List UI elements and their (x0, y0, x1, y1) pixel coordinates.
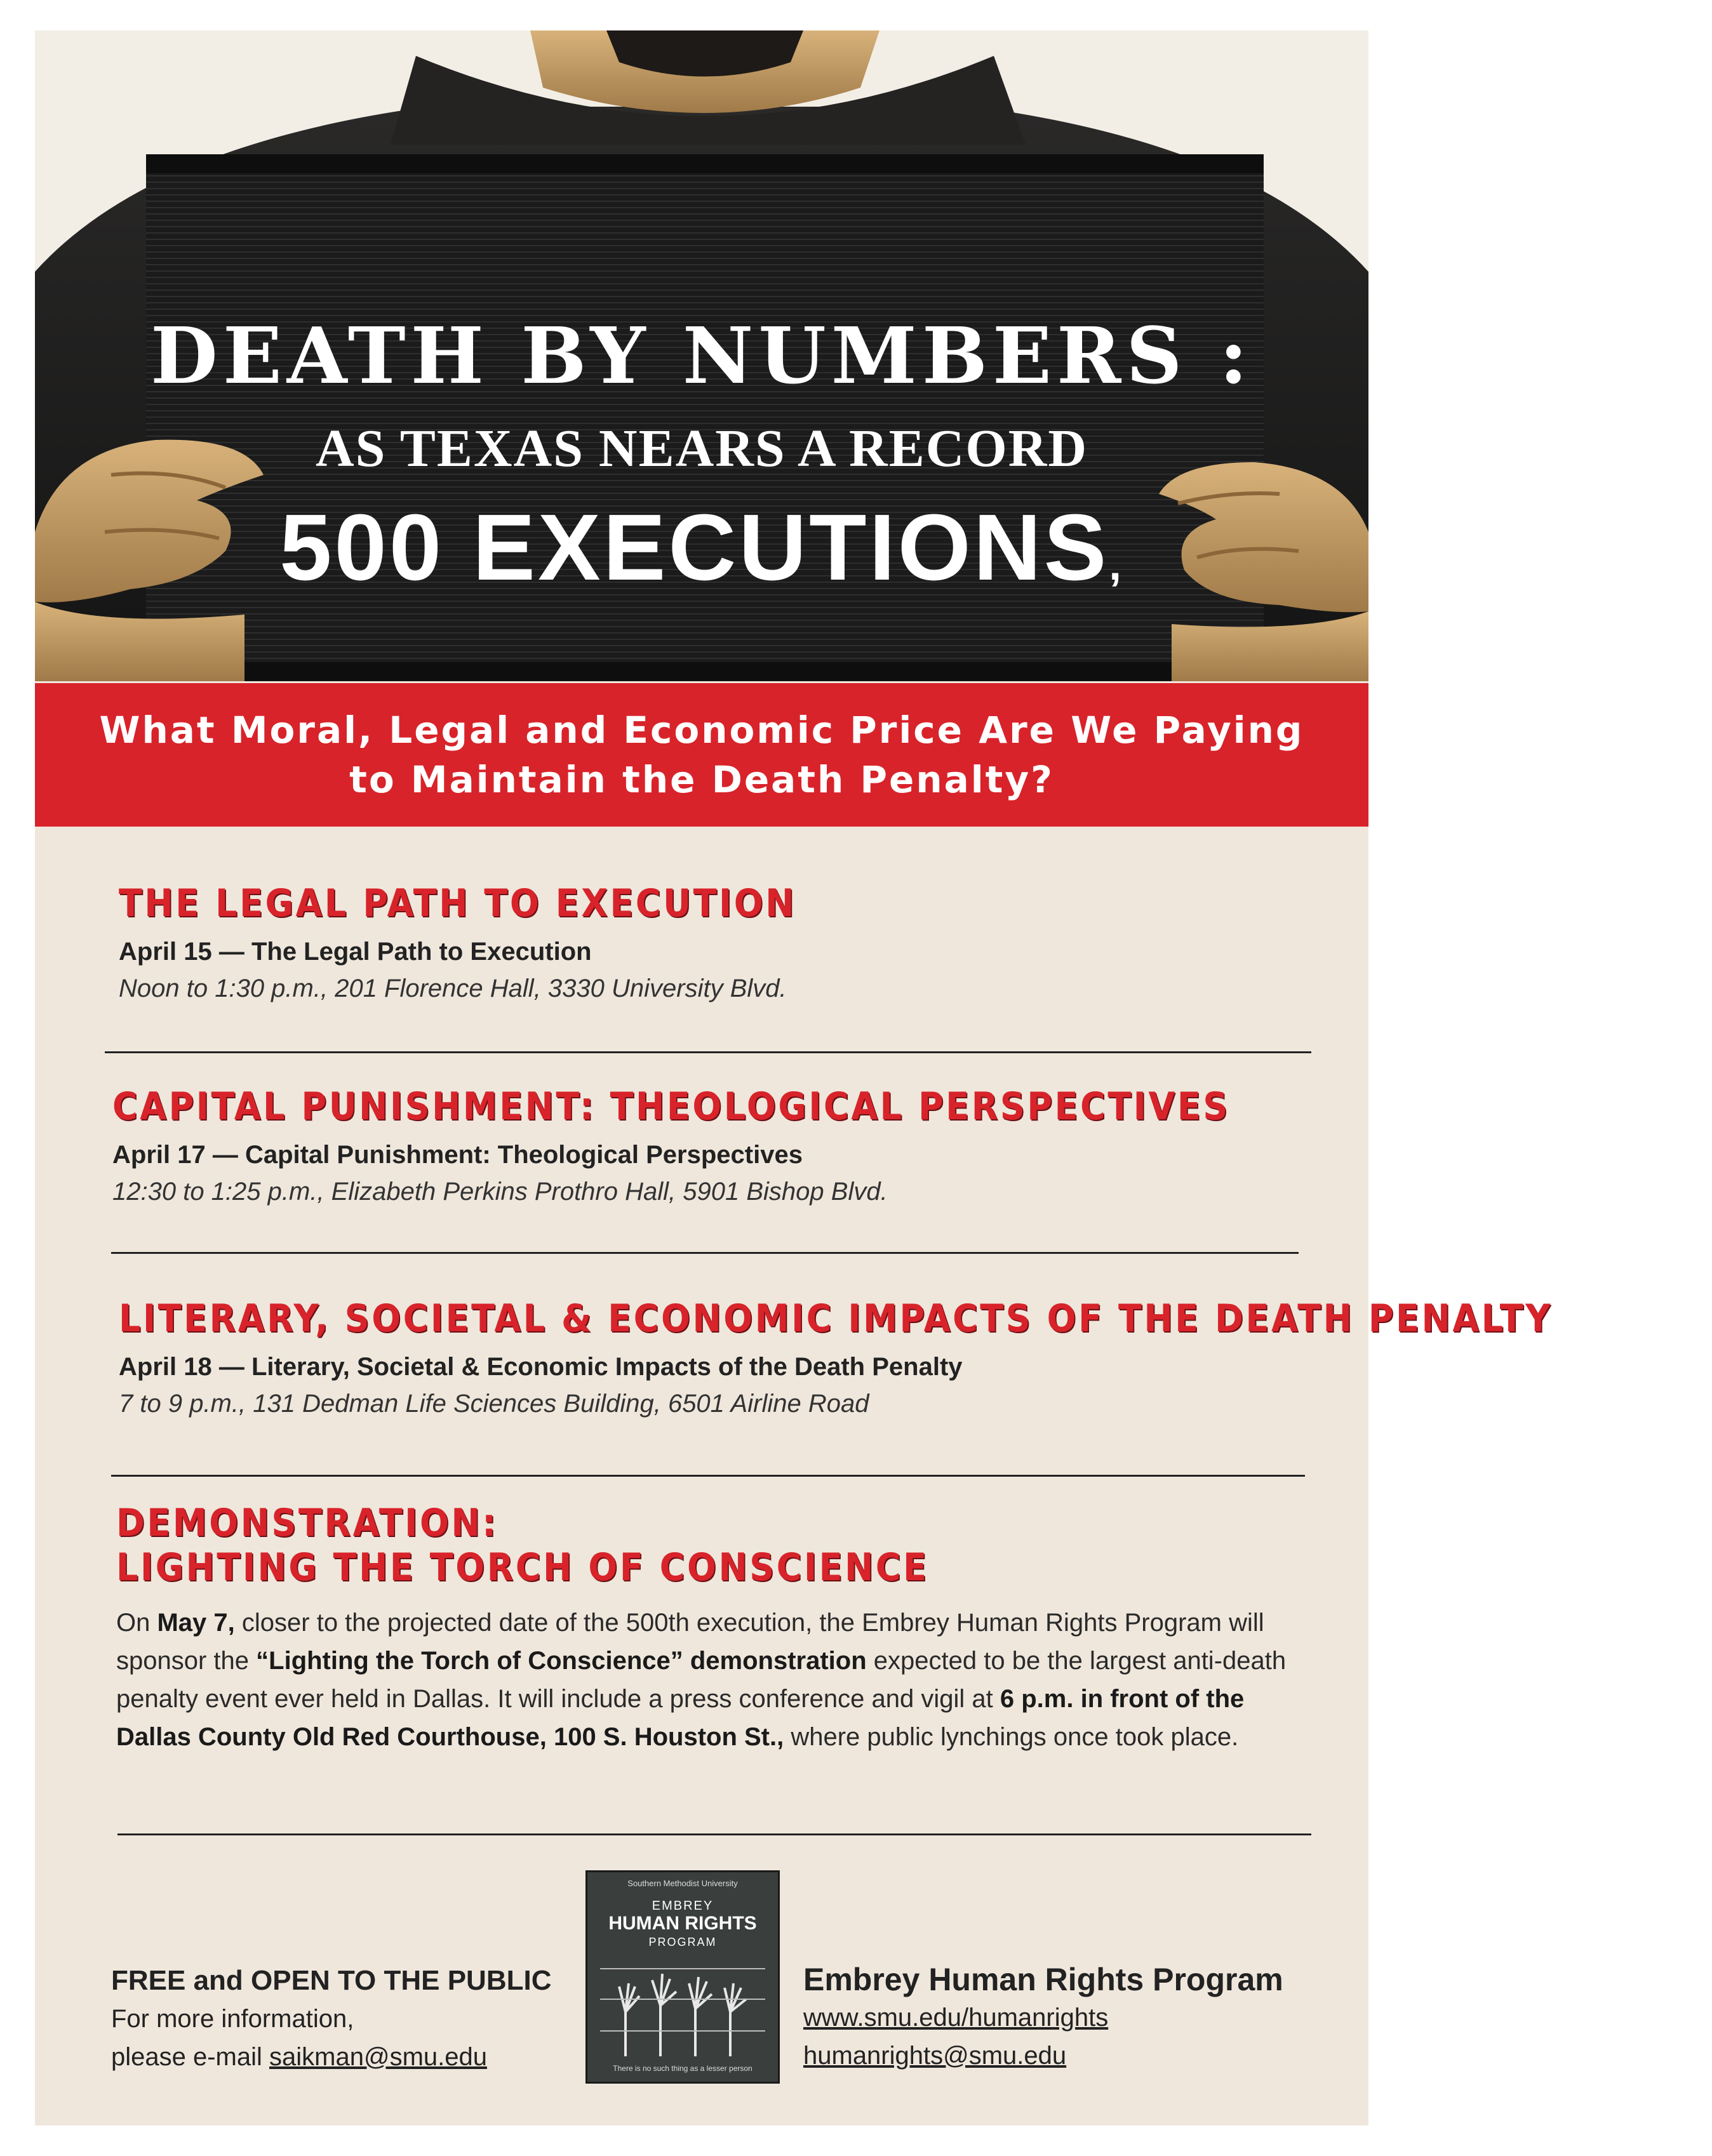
event-theological (112, 1084, 1354, 1210)
website-link[interactable]: www.smu.edu/humanrights (803, 2004, 1109, 2032)
email-prefix: please e-mail (111, 2043, 270, 2071)
divider (111, 1252, 1299, 1254)
hero-title-line2: AS TEXAS NEARS A RECORD (315, 419, 1088, 478)
question-banner (35, 683, 1368, 827)
body-text: closer to the projected date of the 500th execution, the Embrey Human Rights Program will sponsor the (116, 1609, 1264, 1675)
hero-title-line3 (35, 494, 1368, 602)
footer-contact (111, 1962, 551, 2076)
hero-title-line1: DEATH BY NUMBERS : (150, 310, 1253, 401)
divider (111, 1475, 1305, 1477)
contact-email-link[interactable]: saikman@smu.edu (269, 2043, 487, 2071)
logo-program: PROGRAM (648, 1936, 717, 1948)
program-title: Embrey Human Rights Program (803, 1962, 1283, 1997)
body-text: where public lynchings once took place. (784, 1723, 1239, 1751)
hero-title-executions: 500 EXECUTIONS (279, 495, 1109, 600)
embrey-logo (585, 1870, 780, 2084)
footer-program (803, 1960, 1283, 2075)
event-impacts (119, 1296, 1712, 1422)
body-text: expected to be the largest anti-death penalty event ever held in Dallas. It will include a press conference and vigil at (116, 1647, 1287, 1713)
event-detail: 12:30 to 1:25 p.m., Elizabeth Perkins Prothro Hall, 5901 Bishop Blvd. (112, 1178, 888, 1206)
event-heading: CAPITAL PUNISHMENT: THEOLOGICAL PERSPECTIVES (112, 1084, 1230, 1129)
event-title: April 18 — Literary, Societal & Economic Impacts of the Death Penalty (119, 1353, 963, 1381)
logo-embrey: EMBREY (652, 1899, 714, 1913)
more-info-label: For more information, (111, 2005, 354, 2033)
free-open-label: FREE and OPEN TO THE PUBLIC (111, 1965, 552, 1996)
event-legal-path (119, 881, 872, 1007)
event-heading: LITERARY, SOCIETAL & ECONOMIC IMPACTS OF THE DEATH PENALTY (119, 1296, 1553, 1341)
hero-image (35, 30, 1368, 681)
poster (35, 30, 1553, 2126)
logo-human-rights: HUMAN RIGHTS (608, 1913, 757, 1934)
body-location: 6 p.m. in front of the Dallas County Old Red Courthouse, 100 S. Houston St., (116, 1685, 1245, 1751)
event-detail: Noon to 1:30 p.m., 201 Florence Hall, 3330 University Blvd. (119, 975, 787, 1002)
body-event-name: “Lighting the Torch of Conscience” demonstration (256, 1647, 867, 1675)
demonstration-body (116, 1604, 1291, 1756)
program-email-link[interactable]: humanrights@smu.edu (803, 2042, 1067, 2070)
banner-question: What Moral, Legal and Economic Price Are We Paying to Maintain the Death Penalty? (99, 709, 1304, 801)
logo-university: Southern Methodist University (627, 1879, 738, 1888)
body-date: May 7, (157, 1609, 235, 1637)
event-title: April 17 — Capital Punishment: Theological Perspectives (112, 1141, 803, 1169)
email-line (111, 2038, 551, 2076)
event-title: April 15 — The Legal Path to Execution (119, 938, 592, 966)
event-heading: THE LEGAL PATH TO EXECUTION (119, 881, 797, 926)
event-detail: 7 to 9 p.m., 131 Dedman Life Sciences Building, 6501 Airline Road (119, 1390, 869, 1418)
demonstration-heading-line1: DEMONSTRATION: (116, 1501, 498, 1545)
demonstration-section (116, 1501, 1291, 1756)
divider (105, 1051, 1311, 1053)
body-text: On (116, 1609, 157, 1637)
hero-title-comma: , (1109, 540, 1124, 589)
logo-tagline: There is no such thing as a lesser person (613, 2064, 752, 2073)
raised-hands-icon (600, 1955, 765, 2060)
demonstration-heading-line2: LIGHTING THE TORCH OF CONSCIENCE (116, 1545, 929, 1590)
divider (117, 1833, 1311, 1835)
